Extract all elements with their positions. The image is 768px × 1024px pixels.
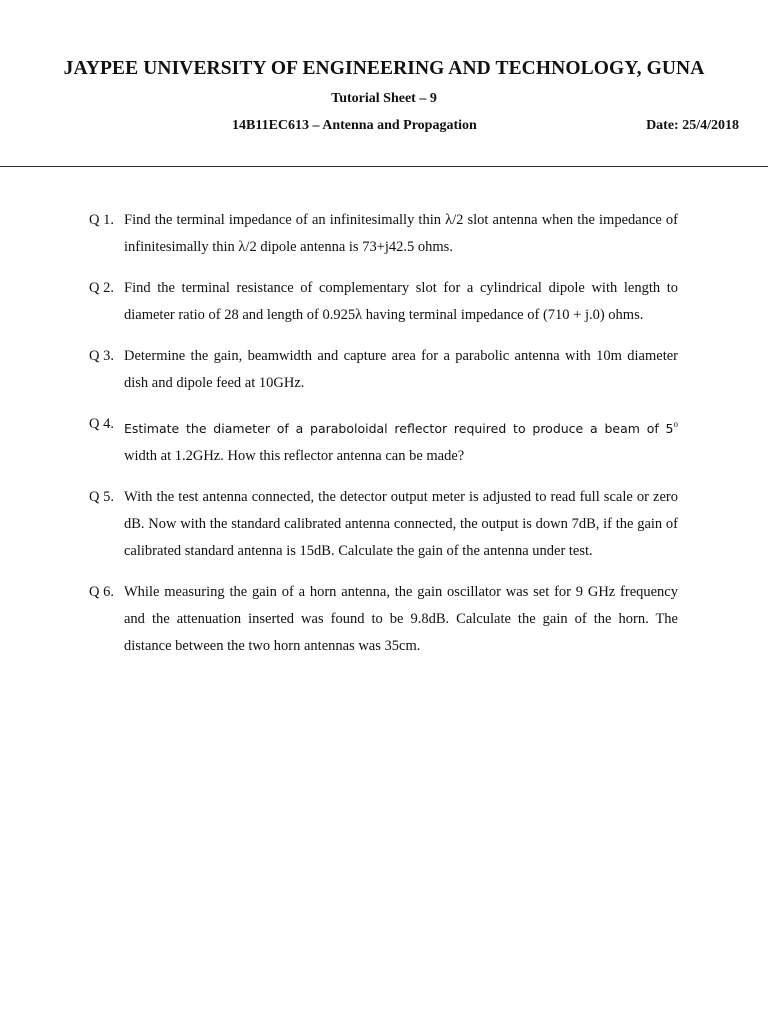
sheet-date: Date: 25/4/2018 [646,118,739,133]
tutorial-sheet-title: Tutorial Sheet – 9 [331,91,437,106]
question-number: Q 6. [89,583,114,600]
course-code-title: 14B11EC613 – Antenna and Propagation [232,118,477,133]
question-5 [0,484,768,565]
question-6 [0,579,768,660]
question-text-part: Estimate the diameter of a paraboloidal reflector required to produce a beam of 5 [124,420,674,436]
university-title: JAYPEE UNIVERSITY OF ENGINEERING AND TECHNOLOGY, GUNA [63,58,705,79]
question-number: Q 3. [89,348,114,364]
question-text: Determine the gain, beamwidth and capture area for a parabolic antenna with 10m diameter dish and dipole feed at 10GHz. [124,348,678,391]
degree-superscript: o [673,419,678,429]
question-list [0,207,768,674]
question-text: Find the terminal resistance of complementary slot for a cylindrical dipole with length to diameter ratio of 28 and length of 0.925λ having terminal impedance of (710 + j.0) ohms. [124,280,678,323]
question-number: Q 5. [89,488,114,505]
question-text: With the test antenna connected, the detector output meter is adjusted to read full scale or zero dB. Now with the standard calibrated antenna connected, the output is down 7dB, if the gain of calibrated standard antenna is 15dB. Calculate the gain of the antenna under test. [124,488,678,559]
question-text: Find the terminal impedance of an infinitesimally thin λ/2 slot antenna when the impedance of infinitesimally thin λ/2 dipole antenna is 73+j42.5 ohms. [124,212,678,255]
question-number: Q 2. [89,280,114,296]
question-1 [0,207,768,261]
question-2 [0,275,768,329]
question-text [124,411,678,470]
question-3 [0,343,768,397]
question-text-part: width at 1.2GHz. How this reflector antenna can be made? [124,447,465,464]
question-4 [0,411,768,470]
question-number: Q 4. [89,416,114,432]
question-number: Q 1. [89,212,114,228]
header-divider [0,166,768,167]
question-text: While measuring the gain of a horn antenna, the gain oscillator was set for 9 GHz frequency and the attenuation inserted was found to be 9.8dB. Calculate the gain of the horn. The distance between the two horn antennas was 35cm. [124,583,678,654]
